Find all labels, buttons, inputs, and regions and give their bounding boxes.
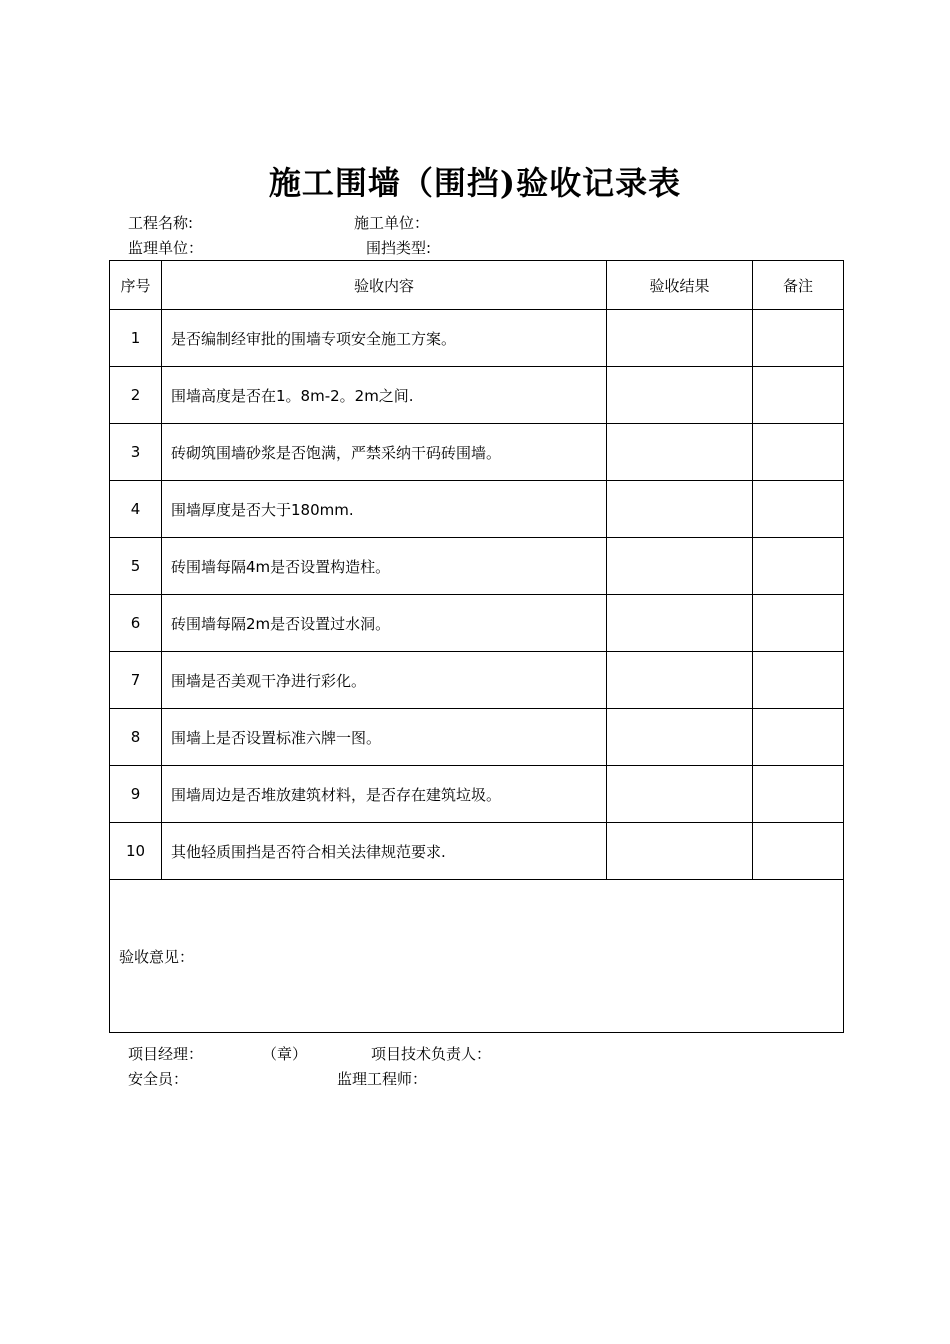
table-row	[110, 538, 844, 595]
row-remark-cell[interactable]	[753, 310, 844, 367]
row-number: 10	[110, 823, 162, 880]
row-result-cell[interactable]	[607, 538, 753, 595]
row-remark-cell[interactable]	[753, 595, 844, 652]
row-remark-cell[interactable]	[753, 538, 844, 595]
row-number: 2	[110, 367, 162, 424]
row-content: 围墙高度是否在1。8m-2。2m之间.	[162, 367, 607, 424]
table-row	[110, 595, 844, 652]
page-title: 施工围墙（围挡)验收记录表	[268, 164, 682, 202]
row-remark-cell[interactable]	[753, 652, 844, 709]
row-result-cell[interactable]	[607, 424, 753, 481]
column-header-result: 验收结果	[607, 261, 753, 310]
seal-label: （章）	[262, 1045, 308, 1063]
table-row	[110, 310, 844, 367]
acceptance-record-table	[109, 260, 844, 1033]
table-row	[110, 367, 844, 424]
row-remark-cell[interactable]	[753, 766, 844, 823]
table-row	[110, 709, 844, 766]
table-row	[110, 424, 844, 481]
row-content: 其他轻质围挡是否符合相关法律规范要求.	[162, 823, 607, 880]
row-result-cell[interactable]	[607, 766, 753, 823]
row-number: 5	[110, 538, 162, 595]
acceptance-opinion-label: 验收意见：	[119, 947, 195, 966]
row-remark-cell[interactable]	[753, 823, 844, 880]
row-result-cell[interactable]	[607, 310, 753, 367]
table-row	[110, 823, 844, 880]
table-row	[110, 766, 844, 823]
column-header-remark: 备注	[753, 261, 844, 310]
row-content: 围墙厚度是否大于180mm.	[162, 481, 607, 538]
row-result-cell[interactable]	[607, 481, 753, 538]
row-content: 围墙周边是否堆放建筑材料，是否存在建筑垃圾。	[162, 766, 607, 823]
table-header-row	[110, 261, 844, 310]
row-number: 4	[110, 481, 162, 538]
row-content: 围墙是否美观干净进行彩化。	[162, 652, 607, 709]
row-number: 1	[110, 310, 162, 367]
supervising-engineer-label: 监理工程师：	[337, 1070, 428, 1088]
row-number: 8	[110, 709, 162, 766]
supervision-unit-label: 监理单位：	[128, 239, 204, 257]
row-number: 3	[110, 424, 162, 481]
row-remark-cell[interactable]	[753, 424, 844, 481]
row-remark-cell[interactable]	[753, 367, 844, 424]
column-header-content: 验收内容	[162, 261, 607, 310]
row-content: 砖围墙每隔4m是否设置构造柱。	[162, 538, 607, 595]
row-number: 6	[110, 595, 162, 652]
row-result-cell[interactable]	[607, 595, 753, 652]
table-row	[110, 481, 844, 538]
table-row	[110, 652, 844, 709]
safety-officer-label: 安全员：	[128, 1070, 189, 1088]
opinion-row	[110, 880, 844, 1033]
row-content: 砖砌筑围墙砂浆是否饱满，严禁采纳干码砖围墙。	[162, 424, 607, 481]
row-result-cell[interactable]	[607, 367, 753, 424]
row-remark-cell[interactable]	[753, 481, 844, 538]
row-remark-cell[interactable]	[753, 709, 844, 766]
row-content: 是否编制经审批的围墙专项安全施工方案。	[162, 310, 607, 367]
project-name-label: 工程名称:	[128, 214, 194, 232]
construction-unit-label: 施工单位：	[354, 214, 430, 232]
enclosure-type-label: 围挡类型:	[366, 239, 432, 257]
column-header-no: 序号	[110, 261, 162, 310]
row-result-cell[interactable]	[607, 709, 753, 766]
row-content: 围墙上是否设置标准六牌一图。	[162, 709, 607, 766]
row-result-cell[interactable]	[607, 652, 753, 709]
row-content: 砖围墙每隔2m是否设置过水洞。	[162, 595, 607, 652]
acceptance-opinion-cell[interactable]	[110, 880, 844, 1033]
project-manager-label: 项目经理：	[128, 1045, 204, 1063]
row-number: 9	[110, 766, 162, 823]
row-number: 7	[110, 652, 162, 709]
tech-lead-label: 项目技术负责人：	[371, 1045, 492, 1063]
row-result-cell[interactable]	[607, 823, 753, 880]
